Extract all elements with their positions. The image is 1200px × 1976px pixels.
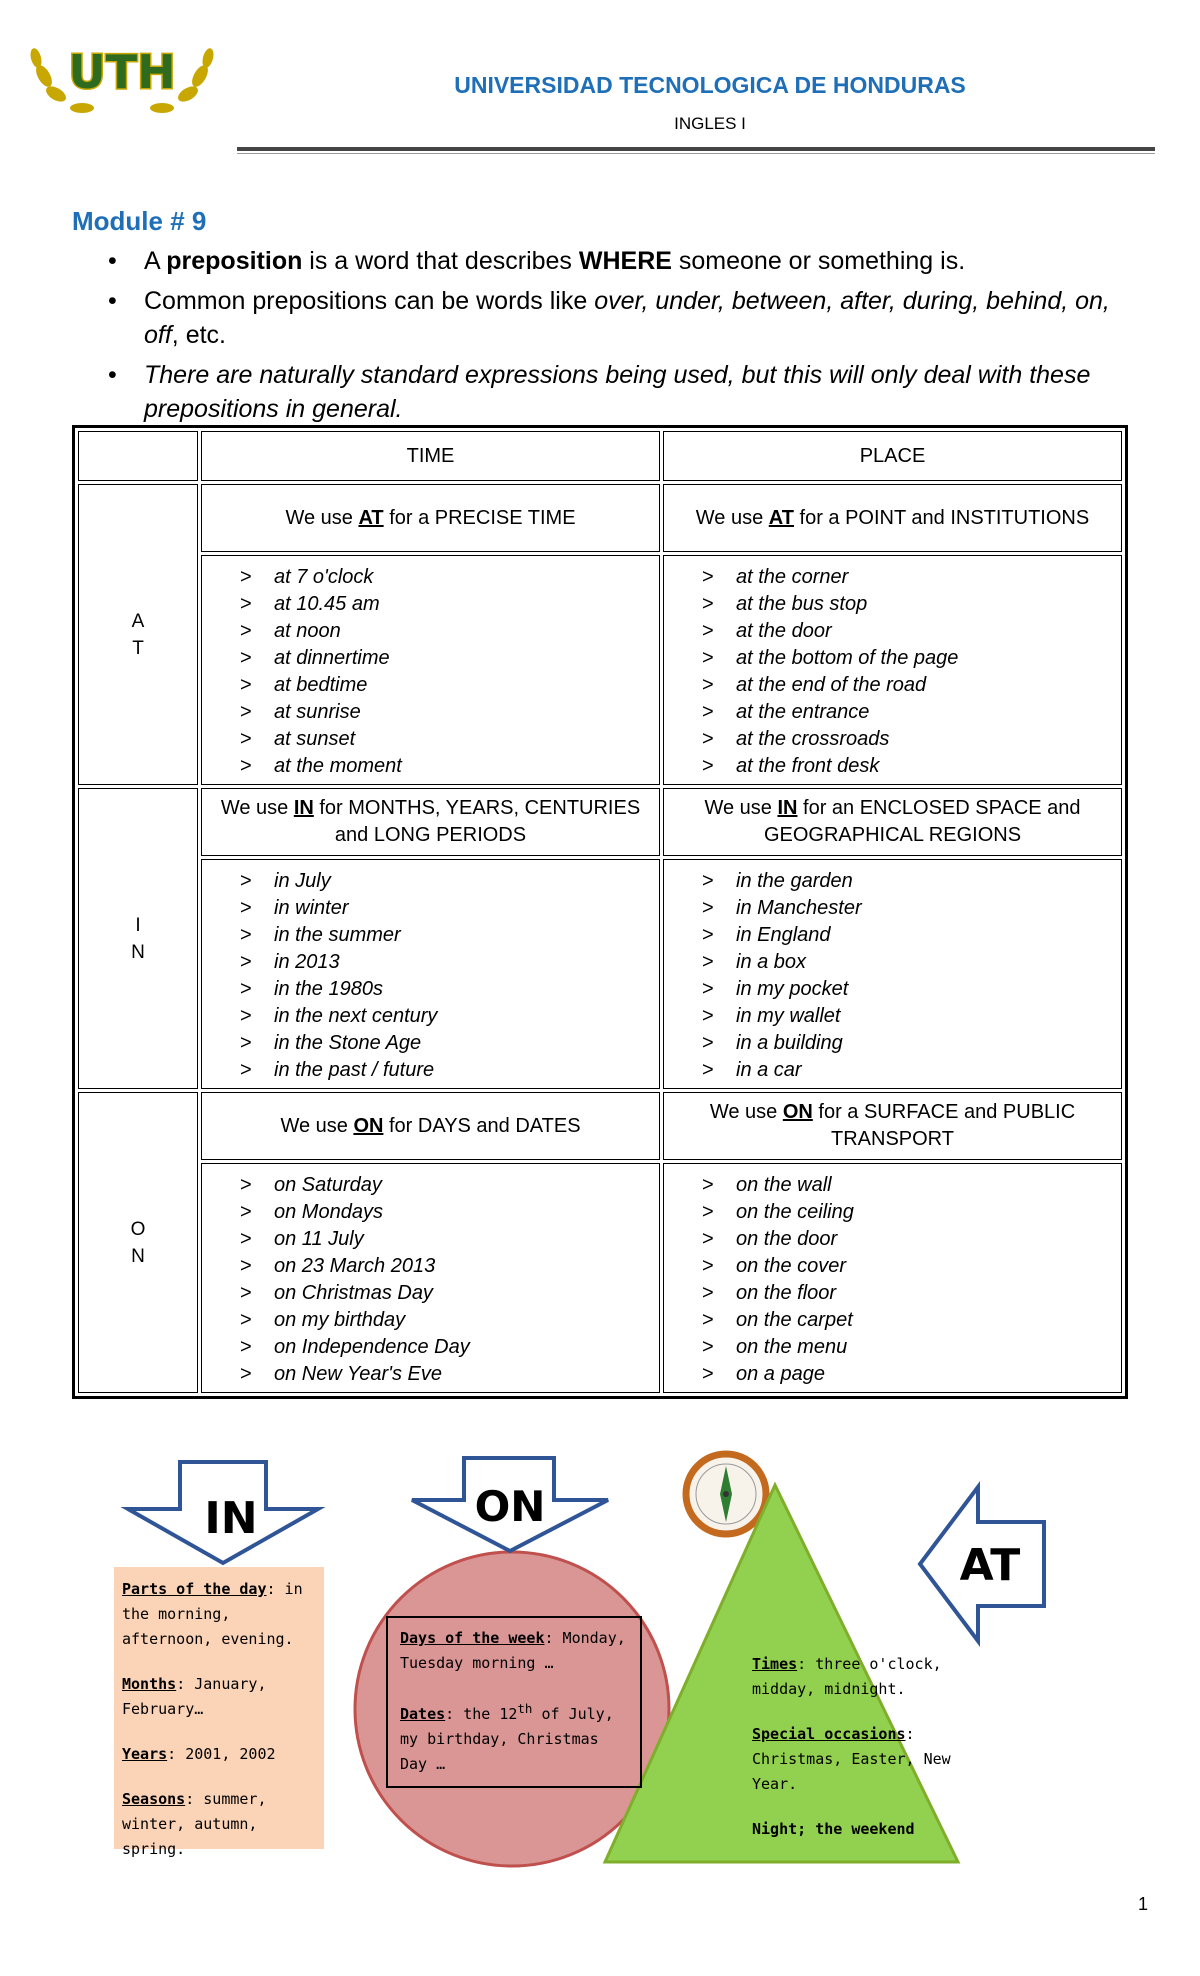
example-text: on Saturday <box>274 1174 382 1196</box>
list-item <box>702 645 1121 672</box>
example-text: at the entrance <box>736 701 870 723</box>
example-text: on my birthday <box>274 1309 406 1331</box>
list-item <box>240 1030 659 1057</box>
chevron-marker-icon: > <box>240 1255 252 1277</box>
chevron-marker-icon: > <box>702 593 714 615</box>
list-item <box>702 895 1121 922</box>
table-row <box>78 555 1122 785</box>
header-divider-thin <box>237 153 1155 154</box>
example-text: in the 1980s <box>274 978 383 1000</box>
chevron-marker-icon: > <box>702 870 714 892</box>
chevron-marker-icon: > <box>702 1032 714 1054</box>
compass-icon <box>686 1454 766 1534</box>
chevron-marker-icon: > <box>240 566 252 588</box>
chevron-marker-icon: > <box>240 1059 252 1081</box>
bullet-dot-icon: • <box>108 361 117 389</box>
chevron-marker-icon: > <box>702 647 714 669</box>
chevron-marker-icon: > <box>702 674 714 696</box>
bullet-2: • Common prepositions can be words like over, under, between, after, during, behind, on, off, etc. <box>100 284 1130 352</box>
on-place-rule: We use ON for a SURFACE and PUBLIC TRANSPORT <box>663 1092 1122 1160</box>
list-item <box>240 726 659 753</box>
uth-logo <box>22 28 222 118</box>
chevron-marker-icon: > <box>702 1309 714 1331</box>
at-label: AT <box>959 1540 1021 1591</box>
chevron-marker-icon: > <box>702 566 714 588</box>
example-text: in the summer <box>274 924 401 946</box>
list-item <box>240 976 659 1003</box>
table-row <box>78 484 1122 552</box>
table-header-row <box>78 431 1122 481</box>
chevron-marker-icon: > <box>240 870 252 892</box>
column-header-time: TIME <box>201 431 660 481</box>
list-item <box>702 1030 1121 1057</box>
chevron-marker-icon: > <box>240 674 252 696</box>
university-title: UNIVERSIDAD TECNOLOGICA DE HONDURAS <box>454 72 966 98</box>
chevron-marker-icon: > <box>240 951 252 973</box>
chevron-marker-icon: > <box>240 701 252 723</box>
example-text: on 23 March 2013 <box>274 1255 436 1277</box>
chevron-marker-icon: > <box>702 1005 714 1027</box>
list-item <box>240 1003 659 1030</box>
list-item <box>240 1172 659 1199</box>
at-examples-box: Times: three o'clock, midday, midnight. Special occasions: Christmas, Easter, New Year. Night; the weekend <box>752 1655 951 1838</box>
table-row <box>78 1163 1122 1393</box>
example-text: in a car <box>736 1059 802 1081</box>
example-list <box>664 1164 1121 1392</box>
bullet-dot-icon: • <box>108 287 117 315</box>
example-text: at the corner <box>736 566 849 588</box>
chevron-marker-icon: > <box>240 728 252 750</box>
list-item <box>240 1334 659 1361</box>
example-list <box>664 860 1121 1088</box>
in-label: IN <box>204 1493 258 1544</box>
chevron-marker-icon: > <box>702 1363 714 1385</box>
list-item <box>240 922 659 949</box>
chevron-marker-icon: > <box>702 924 714 946</box>
chevron-marker-icon: > <box>702 701 714 723</box>
in-place-rule: We use IN for an ENCLOSED SPACE and GEOGRAPHICAL REGIONS <box>663 788 1122 856</box>
example-text: in a building <box>736 1032 843 1054</box>
example-text: on the menu <box>736 1336 848 1358</box>
example-text: at the door <box>736 620 832 642</box>
list-item <box>702 726 1121 753</box>
chevron-marker-icon: > <box>702 897 714 919</box>
chevron-marker-icon: > <box>702 1201 714 1223</box>
example-text: in the garden <box>736 870 853 892</box>
list-item <box>240 672 659 699</box>
example-text: at sunrise <box>274 701 361 723</box>
example-text: in my pocket <box>736 978 849 1000</box>
chevron-marker-icon: > <box>240 1174 252 1196</box>
logo-text: UTH <box>68 45 176 99</box>
list-item <box>702 976 1121 1003</box>
example-list <box>664 556 1121 784</box>
list-item <box>240 1253 659 1280</box>
table-row <box>78 788 1122 856</box>
list-item <box>240 1307 659 1334</box>
example-text: at noon <box>274 620 341 642</box>
chevron-marker-icon: > <box>702 1336 714 1358</box>
example-text: on the carpet <box>736 1309 853 1331</box>
course-name: INGLES I <box>674 114 746 133</box>
table-row <box>78 1092 1122 1160</box>
list-item <box>240 895 659 922</box>
on-place-examples <box>663 1163 1122 1393</box>
list-item <box>240 645 659 672</box>
example-text: at 10.45 am <box>274 593 380 615</box>
example-text: in a box <box>736 951 807 973</box>
table-row <box>78 859 1122 1089</box>
page-number: 1 <box>1138 1894 1149 1914</box>
on-time-examples <box>201 1163 660 1393</box>
list-item <box>702 1280 1121 1307</box>
example-text: at sunset <box>274 728 356 750</box>
chevron-marker-icon: > <box>240 1201 252 1223</box>
example-text: at the end of the road <box>736 674 927 696</box>
in-place-examples <box>663 859 1122 1089</box>
bullet-1: • A preposition is a word that describes WHERE someone or something is. <box>100 244 1130 278</box>
example-text: in the past / future <box>274 1059 435 1081</box>
list-item <box>702 1172 1121 1199</box>
chevron-marker-icon: > <box>702 1228 714 1250</box>
list-item <box>702 672 1121 699</box>
example-text: at the bottom of the page <box>736 647 959 669</box>
chevron-marker-icon: > <box>240 755 252 777</box>
prepositions-table <box>72 425 1128 1399</box>
example-text: on the floor <box>736 1282 837 1304</box>
list-item <box>702 564 1121 591</box>
list-item <box>702 591 1121 618</box>
corner-cell <box>78 431 198 481</box>
list-item <box>240 1226 659 1253</box>
chevron-marker-icon: > <box>702 978 714 1000</box>
example-text: on the ceiling <box>736 1201 854 1223</box>
intro-bullets <box>100 244 1130 432</box>
list-item <box>702 1334 1121 1361</box>
chevron-marker-icon: > <box>240 647 252 669</box>
list-item <box>240 1280 659 1307</box>
list-item <box>702 1226 1121 1253</box>
chevron-marker-icon: > <box>702 620 714 642</box>
example-text: on Christmas Day <box>274 1282 433 1304</box>
list-item <box>240 591 659 618</box>
in-time-rule: We use IN for MONTHS, YEARS, CENTURIES and LONG PERIODS <box>201 788 660 856</box>
chevron-marker-icon: > <box>702 1255 714 1277</box>
example-list <box>202 860 659 1088</box>
example-text: in July <box>274 870 331 892</box>
chevron-marker-icon: > <box>702 951 714 973</box>
example-text: on the cover <box>736 1255 847 1277</box>
bullet-3: • There are naturally standard expressions being used, but this will only deal with these prepositions in general. <box>100 358 1130 426</box>
module-title: Module # 9 <box>72 206 207 236</box>
list-item <box>702 699 1121 726</box>
example-text: at the crossroads <box>736 728 890 750</box>
example-text: on Independence Day <box>274 1336 470 1358</box>
bullet-dot-icon: • <box>108 247 117 275</box>
chevron-marker-icon: > <box>240 1363 252 1385</box>
list-item <box>702 1253 1121 1280</box>
example-text: on a page <box>736 1363 825 1385</box>
example-text: at the front desk <box>736 755 880 777</box>
on-time-rule: We use ON for DAYS and DATES <box>201 1092 660 1160</box>
chevron-marker-icon: > <box>240 1228 252 1250</box>
example-text: on the wall <box>736 1174 832 1196</box>
list-item <box>240 1199 659 1226</box>
list-item <box>240 618 659 645</box>
chevron-marker-icon: > <box>240 1032 252 1054</box>
example-text: in England <box>736 924 831 946</box>
list-item <box>702 1361 1121 1388</box>
list-item <box>240 564 659 591</box>
chevron-marker-icon: > <box>240 897 252 919</box>
list-item <box>240 949 659 976</box>
example-text: on the door <box>736 1228 838 1250</box>
list-item <box>240 1361 659 1388</box>
row-label-in: I N <box>78 788 198 1089</box>
list-item <box>702 1057 1121 1084</box>
chevron-marker-icon: > <box>240 620 252 642</box>
header-divider <box>237 147 1155 151</box>
list-item <box>702 618 1121 645</box>
list-item <box>240 753 659 780</box>
example-text: at bedtime <box>274 674 368 696</box>
list-item <box>702 1199 1121 1226</box>
in-examples-box: Parts of the day: in the morning, afternoon, evening. Months: January, February… Years: 2001, 2002 Seasons: summer, winter, autumn, spring. <box>114 1567 324 1849</box>
at-place-examples <box>663 555 1122 785</box>
chevron-marker-icon: > <box>240 924 252 946</box>
in-time-examples <box>201 859 660 1089</box>
chevron-marker-icon: > <box>240 1309 252 1331</box>
at-place-rule: We use AT for a POINT and INSTITUTIONS <box>663 484 1122 552</box>
list-item <box>702 922 1121 949</box>
example-text: at 7 o'clock <box>274 566 374 588</box>
list-item <box>702 868 1121 895</box>
row-label-on: O N <box>78 1092 198 1393</box>
example-text: at dinnertime <box>274 647 390 669</box>
on-examples-box: Days of the week: Monday, Tuesday morning … Dates: the 12th of July, my birthday, Christmas Day … <box>386 1616 642 1788</box>
example-text: in my wallet <box>736 1005 841 1027</box>
on-label: ON <box>474 1482 546 1531</box>
example-list <box>202 1164 659 1392</box>
example-text: in the next century <box>274 1005 438 1027</box>
example-text: at the bus stop <box>736 593 868 615</box>
chevron-marker-icon: > <box>240 978 252 1000</box>
list-item <box>702 1003 1121 1030</box>
example-text: in winter <box>274 897 349 919</box>
list-item <box>702 949 1121 976</box>
list-item <box>240 868 659 895</box>
example-text: on Mondays <box>274 1201 383 1223</box>
example-text: in 2013 <box>274 951 340 973</box>
example-list <box>202 556 659 784</box>
chevron-marker-icon: > <box>702 1282 714 1304</box>
chevron-marker-icon: > <box>702 728 714 750</box>
chevron-marker-icon: > <box>702 1174 714 1196</box>
example-text: on New Year's Eve <box>274 1363 442 1385</box>
chevron-marker-icon: > <box>702 755 714 777</box>
example-text: in the Stone Age <box>274 1032 422 1054</box>
chevron-marker-icon: > <box>240 1282 252 1304</box>
chevron-marker-icon: > <box>240 1336 252 1358</box>
example-text: on 11 July <box>274 1228 364 1250</box>
list-item <box>240 1057 659 1084</box>
row-label-at: A T <box>78 484 198 785</box>
list-item <box>702 1307 1121 1334</box>
at-time-examples <box>201 555 660 785</box>
chevron-marker-icon: > <box>240 593 252 615</box>
list-item <box>240 699 659 726</box>
example-text: in Manchester <box>736 897 862 919</box>
at-time-rule: We use AT for a PRECISE TIME <box>201 484 660 552</box>
column-header-place: PLACE <box>663 431 1122 481</box>
example-text: at the moment <box>274 755 402 777</box>
chevron-marker-icon: > <box>702 1059 714 1081</box>
list-item <box>702 753 1121 780</box>
chevron-marker-icon: > <box>240 1005 252 1027</box>
